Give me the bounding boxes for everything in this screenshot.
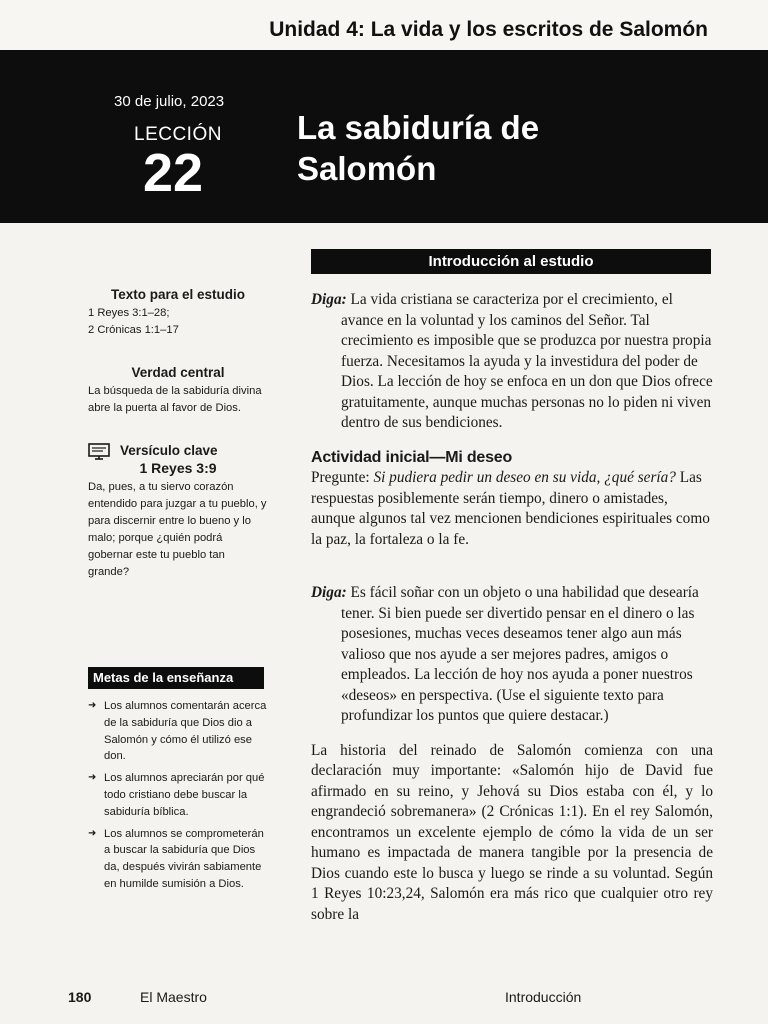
say-paragraph-text: Es fácil soñar con un objeto o una habilidad que desearía tener. Si bien puede ser divertido pensar en el dinero o las posesiones, muchas veces deseamos tener algo aun más valioso que nos ayude a ser mejores padres, amigos o empleados. La lección de hoy nos ayuda a poner nuestros «deseos» en perspectiva. (Use el siguiente texto para profundizar los puntos que quiere destacar.) xyxy=(341,584,699,724)
intro-paragraph xyxy=(311,290,713,434)
study-text-line: 1 Reyes 3:1–28; xyxy=(88,307,170,319)
key-verse-text: Da, pues, a tu siervo corazón entendido para juzgar a tu pueblo, y para discernir entre lo bueno y lo malo; porque ¿quién podrá gobernar este tu pueblo tan grande? xyxy=(88,481,267,578)
activity-question: Si pudiera pedir un deseo en su vida, ¿qué sería? xyxy=(373,469,676,486)
activity-text: Las respuestas posiblemente serán tiempo, dinero o amistades, aunque algunos tal vez mencionen bendiciones espirituales como la paz, la fortaleza o la fe. xyxy=(311,469,710,548)
lesson-title-line2: Salomón xyxy=(297,150,437,187)
goal-text: Los alumnos comentarán acerca de la sabiduría que Dios dio a Salomón y cómo él utilizó ese don. xyxy=(104,700,267,763)
footer-section: Introducción xyxy=(505,989,582,1005)
goal-text: Los alumnos apreciarán por qué todo cristiano debe buscar la sabiduría bíblica. xyxy=(104,772,265,818)
study-text-block xyxy=(88,286,268,339)
lesson-date: 30 de julio, 2023 xyxy=(114,93,225,110)
key-verse-heading: Versículo clave xyxy=(120,443,218,458)
lesson-banner xyxy=(0,50,768,223)
lesson-label: LECCIÓN xyxy=(134,124,222,145)
main-content xyxy=(311,290,713,925)
page-number: 180 xyxy=(68,989,92,1005)
arrow-icon: ➜ xyxy=(88,827,97,839)
study-text-line: 2 Crónicas 1:1–17 xyxy=(88,324,179,336)
central-truth-text: La búsqueda de la sabiduría divina abre la puerta al favor de Dios. xyxy=(88,385,262,414)
intro-heading: Introducción al estudio xyxy=(311,249,711,274)
lesson-number: 22 xyxy=(143,143,204,203)
unit-title: Unidad 4: La vida y los escritos de Salomón xyxy=(269,18,708,41)
key-verse-block xyxy=(88,442,268,581)
say-label: Diga: xyxy=(311,291,347,308)
goal-item xyxy=(88,770,268,820)
say-paragraph xyxy=(311,583,713,727)
ask-label: Pregunte: xyxy=(311,469,374,486)
say-label: Diga: xyxy=(311,584,347,601)
unit-header xyxy=(0,0,768,50)
key-verse-header xyxy=(88,442,268,460)
key-verse-reference: 1 Reyes 3:9 xyxy=(139,460,217,476)
goal-text: Los alumnos se comprometerán a buscar la sabiduría que Dios da, después vivirán sabiamente en humilde sumisión a Dios. xyxy=(104,827,264,890)
goals-list xyxy=(88,698,268,898)
page-footer xyxy=(0,985,768,1009)
arrow-icon: ➜ xyxy=(88,772,97,784)
publication-name: El Maestro xyxy=(140,989,207,1005)
goal-item xyxy=(88,826,268,893)
activity-heading: Actividad inicial—Mi deseo xyxy=(311,448,513,466)
goal-item xyxy=(88,698,268,765)
goals-heading: Metas de la enseñanza xyxy=(88,667,264,689)
central-truth-block xyxy=(88,364,268,417)
central-truth-heading: Verdad central xyxy=(131,365,225,380)
activity-paragraph xyxy=(311,468,713,550)
sidebar xyxy=(88,286,268,606)
study-text-heading: Texto para el estudio xyxy=(110,287,246,302)
intro-paragraph-text: La vida cristiana se caracteriza por el crecimiento, el avance en la voluntad y los caminos del Señor. Tal crecimiento es imposible que se produzca por nuestra propia fuerza. Necesitamos la ayuda y la investidura del poder de Dios. La lección de hoy se enfoca en un don que Dios ofrece gratuitamente, aunque muchas personas no lo piden ni viven dentro de sus bendiciones. xyxy=(341,291,713,431)
lesson-title xyxy=(297,107,737,189)
arrow-icon: ➜ xyxy=(88,700,97,711)
lesson-title-line1: La sabiduría de xyxy=(297,109,540,146)
history-paragraph: La historia del reinado de Salomón comienza con una declaración muy importante: «Salomón hijo de David fue afirmado en su reino, y Jehová su Dios estaba con él, y lo engrandeció sobremanera» (2 Crónicas 1:1). En el rey Salomón, encontramos un excelente ejemplo de cómo la vida de un ser humano es impactada de manera tangible por la presencia de Dios cuando este lo busca y luego se rinde a su voluntad. Según 1 Reyes 10:23,24, Salomón era más rico que cualquier otro rey sobre la xyxy=(311,741,713,923)
monitor-icon xyxy=(88,443,110,460)
